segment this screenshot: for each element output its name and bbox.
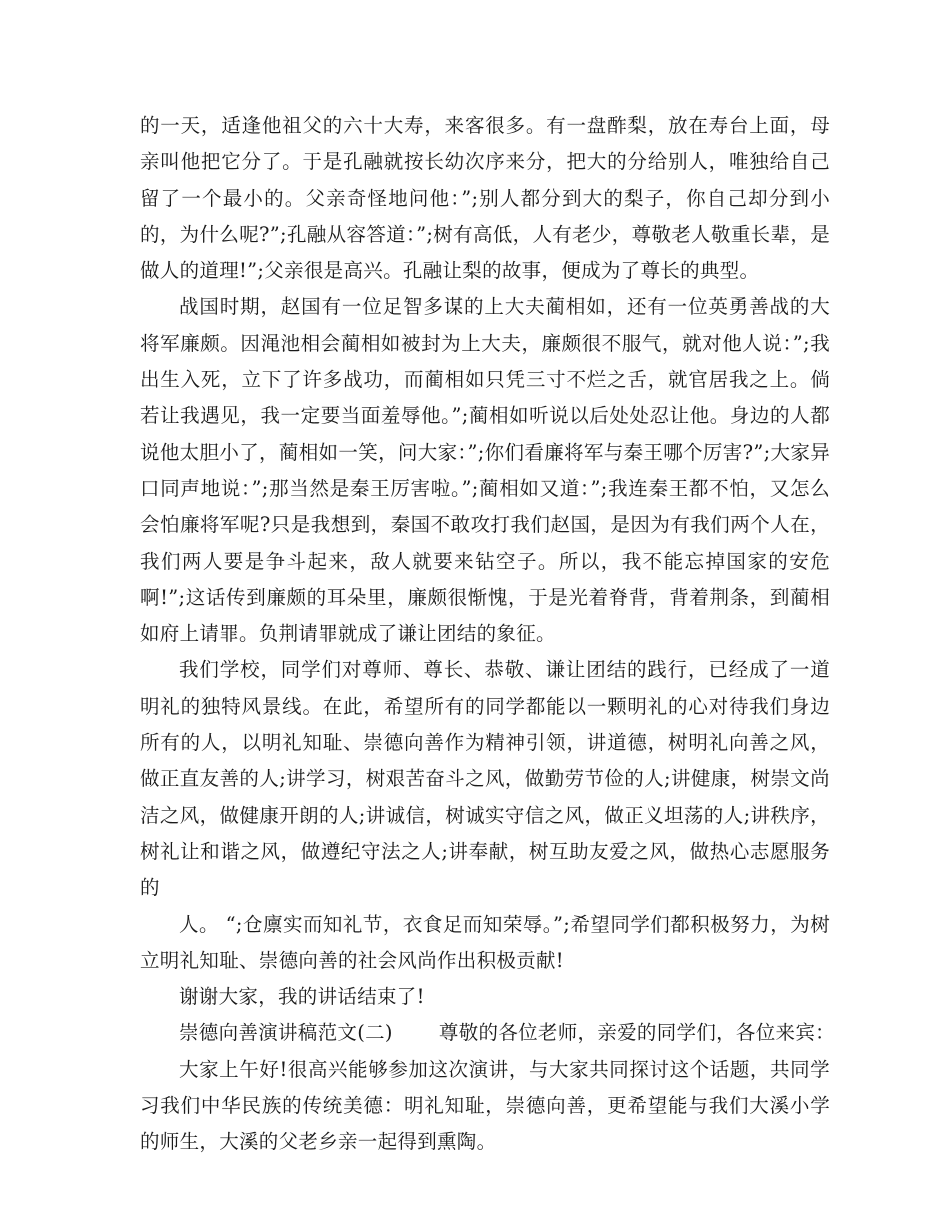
- paragraph-school: 我们学校，同学们对尊师、尊长、恭敬、谦让团结的践行，已经成了一道明礼的独特风景线。在此，希望所有的同学都能以一颗明礼的心对待我们身边所有的人，以明礼知耻、崇德向善作为精神引领，讲道德，树明礼向善之风，做正直友善的人;讲学习，树艰苦奋斗之风，做勤劳节俭的人;讲健康，树崇文尚洁之风，做健康开朗的人;讲诚信，树诚实守信之风，做正义坦荡的人;讲秩序，树礼让和谐之风，做遵纪守法之人;讲奉献，树互助友爱之风，做热心志愿服务的: [140, 658, 830, 900]
- section-heading-example-two: 崇德向善演讲稿范文(二) 尊敬的各位老师，亲爱的同学们，各位来宾：: [179, 1021, 835, 1045]
- paragraph-thanks: 谢谢大家，我的讲话结束了!: [179, 985, 425, 1009]
- paragraph-greeting: 大家上午好!很高兴能够参加这次演讲，与大家共同探讨这个话题，共同学习我们中华民族的传统美德：明礼知耻，崇德向善，更希望能与我们大溪小学的师生，大溪的父老乡亲一起得到熏陶。: [140, 1057, 830, 1154]
- paragraph-kongrong: 的一天，适逢他祖父的六十大寿，来客很多。有一盘酢梨，放在寿台上面，母亲叫他把它分了。于是孔融就按长幼次序来分，把大的分给别人，唯独给自己留了一个最小的。父亲奇怪地问他：”;别人都分到大的梨子，你自己却分到小的，为什么呢?”;孔融从容答道：”;树有高低，人有老少，尊敬老人敬重长辈，是做人的道理!”;父亲很是高兴。孔融让梨的故事，便成为了尊长的典型。: [140, 114, 830, 283]
- paragraph-quote: 人。 “;仓廪实而知礼节，衣食足而知荣辱。”;希望同学们都积极努力，为树立明礼知耻、崇德向善的社会风尚作出积极贡献!: [140, 912, 830, 972]
- document-body: [140, 108, 835, 1161]
- paragraph-lianpo: 战国时期，赵国有一位足智多谋的上大夫蔺相如，还有一位英勇善战的大将军廉颇。因渑池相会蔺相如被封为上大夫，廉颇很不服气，就对他人说：”;我出生入死，立下了许多战功，而蔺相如只凭三寸不烂之舌，就官居我之上。倘若让我遇见，我一定要当面羞辱他。”;蔺相如听说以后处处忍让他。身边的人都说他太胆小了，蔺相如一笑，问大家：”;你们看廉将军与秦王哪个厉害?”;大家异口同声地说：”;那当然是秦王厉害啦。”;蔺相如又道：”;我连秦王都不怕，又怎么会怕廉将军呢?只是我想到，秦国不敢攻打我们赵国，是因为有我们两个人在，我们两人要是争斗起来，敌人就要来钻空子。所以，我不能忘掉国家的安危啊!”;这话传到廉颇的耳朵里，廉颇很惭愧，于是光着脊背，背着荆条，到蔺相如府上请罪。负荆请罪就成了谦让团结的象征。: [140, 295, 830, 646]
